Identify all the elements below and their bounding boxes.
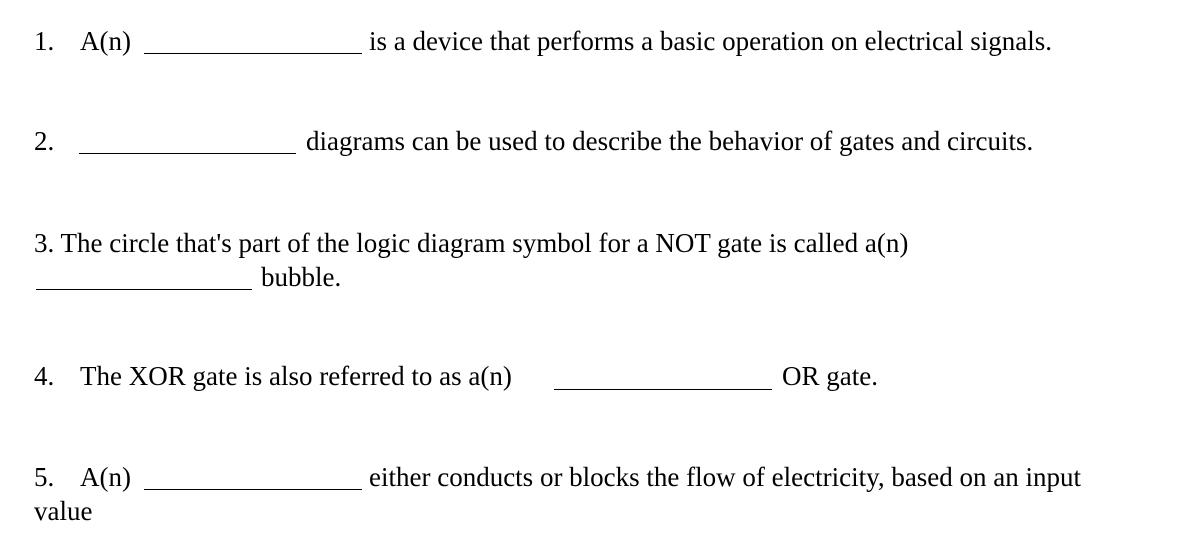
answer-blank[interactable] [144, 489, 362, 490]
answer-blank[interactable] [144, 53, 362, 54]
question-text-after: diagrams can be used to describe the behavior of gates and circuits. [306, 126, 1034, 156]
question-text-after: either conducts or blocks the flow of electricity, based on an input [369, 462, 1082, 492]
answer-blank[interactable] [79, 153, 296, 154]
question-number: 1. [34, 26, 55, 56]
question-text-before: A(n) [80, 26, 131, 56]
question-text-before: The XOR gate is also referred to as a(n) [80, 361, 512, 391]
question-text-before: A(n) [80, 462, 131, 492]
question-text-after: OR gate. [782, 361, 878, 391]
answer-blank[interactable] [36, 289, 252, 290]
question-number: 2. [34, 126, 55, 156]
question-number: 4. [34, 361, 55, 391]
question-text: 3. The circle that's part of the logic diagram symbol for a NOT gate is called a(n) [34, 228, 909, 258]
question-number: 5. [34, 462, 55, 492]
question-text-after: is a device that performs a basic operation on electrical signals. [369, 26, 1052, 56]
question-text-after: bubble. [261, 262, 342, 292]
answer-blank[interactable] [554, 389, 772, 390]
question-text-continuation: value [34, 496, 93, 526]
